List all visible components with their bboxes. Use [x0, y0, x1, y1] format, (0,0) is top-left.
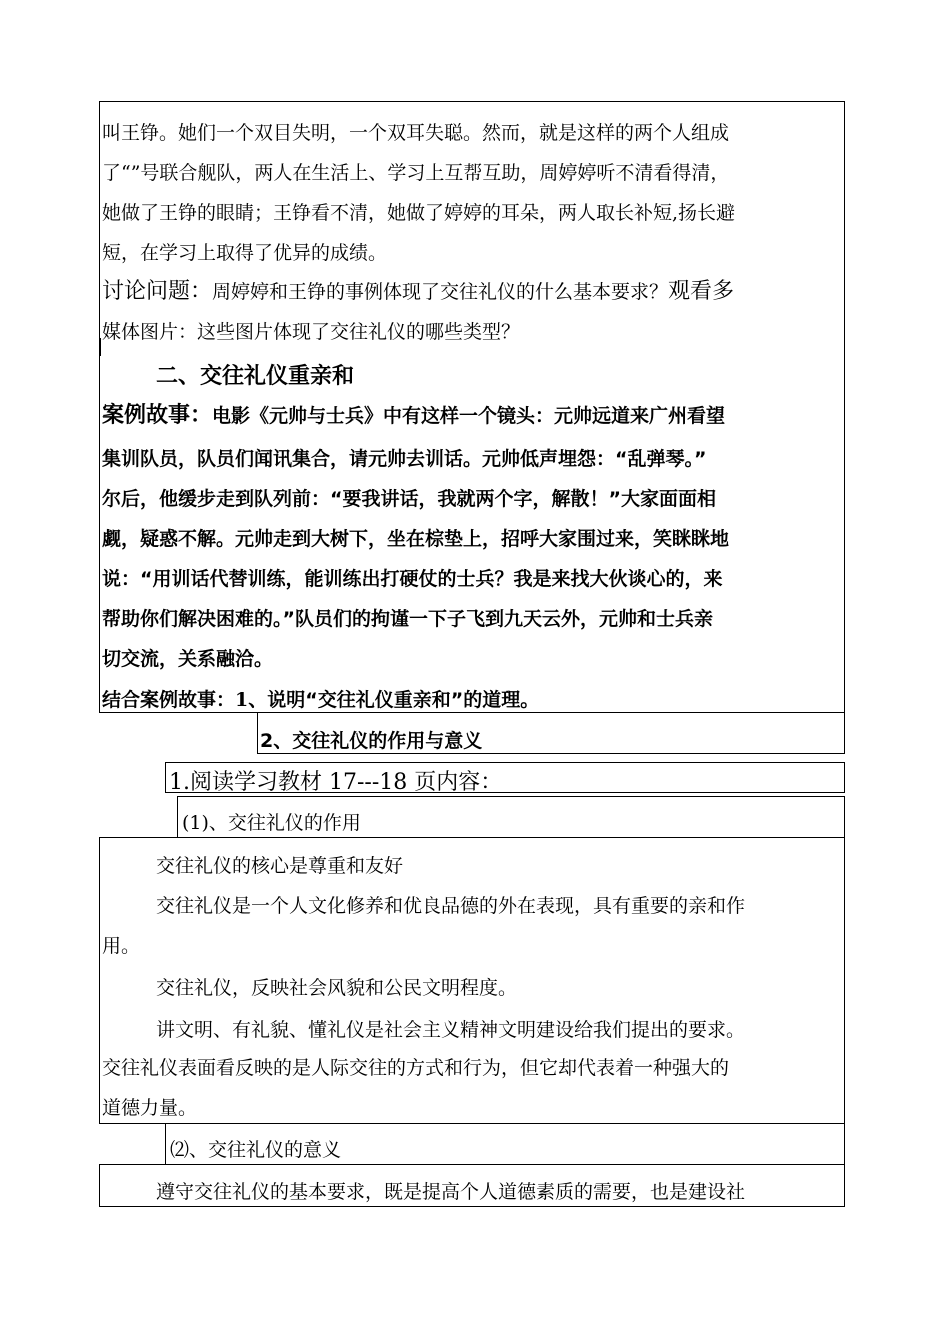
story-line-7: 切交流，关系融洽。 [102, 648, 274, 670]
text-line-4: 短，在学习上取得了优异的成绩。 [102, 242, 388, 264]
story-line-1 [102, 398, 725, 429]
left-marker-line [99, 338, 101, 356]
content-line-5: 讲文明、有礼貌、懂礼仪是社会主义精神文明建设给我们提出的要求。 [156, 1019, 746, 1041]
discussion-line [102, 274, 734, 305]
content-line-7: 道德力量。 [102, 1097, 198, 1119]
story-line-3: 尔后，他缓步走到队列前：“要我讲话，我就两个字，解散！”大家面面相 [102, 488, 716, 510]
text-line-2: 了“”号联合舰队，两人在生活上、学习上互帮互助，周婷婷听不清看得清， [102, 162, 730, 184]
read-title: 1.阅读学习教材 17---18 页内容： [169, 770, 503, 795]
discussion-label: 讨论问题： [102, 279, 213, 304]
story-line-4: 觑，疑惑不解。元帅走到大树下，坐在棕垫上，招呼大家围过来，笑眯眯地 [102, 528, 730, 550]
final-line: 遵守交往礼仪的基本要求，既是提高个人道德素质的需要，也是建设社 [156, 1181, 746, 1203]
story-label: 案例故事： [102, 403, 213, 428]
effect-title: (1)、交往礼仪的作用 [182, 812, 361, 834]
content-line-4: 交往礼仪，反映社会风貌和公民文明程度。 [156, 977, 518, 999]
discussion-line-2 [102, 317, 520, 344]
story-line-5: 说：“用训话代替训练，能训练出打硬仗的士兵？我是来找大伙谈心的，来 [102, 568, 723, 590]
combine-line [102, 685, 539, 712]
content-line-1: 交往礼仪的核心是尊重和友好 [156, 855, 404, 877]
content-line-3: 用。 [102, 935, 141, 957]
content-line-2: 交往礼仪是一个人文化修养和优良品德的外在表现，具有重要的亲和作 [156, 895, 746, 917]
content-line-6: 交往礼仪表面看反映的是人际交往的方式和行为，但它却代表着一种强大的 [102, 1057, 730, 1079]
row-2-title: 2、交往礼仪的作用与意义 [260, 730, 483, 752]
story-line-6: 帮助你们解决困难的。”队员们的拘谨一下子飞到九天云外，元帅和士兵亲 [102, 608, 713, 630]
combine-text: 、说明“交往礼仪重亲和”的道理。 [248, 689, 540, 711]
meaning-title: ⑵、交往礼仪的意义 [170, 1139, 342, 1161]
text-line-1: 叫王铮。她们一个双目失明，一个双耳失聪。然而，就是这样的两个人组成 [102, 122, 730, 144]
media-question: 这些图片体现了交往礼仪的哪些类型？ [197, 321, 521, 343]
text-line-3: 她做了王铮的眼睛；王铮看不清，她做了婷婷的耳朵，两人取长补短,扬长避 [102, 202, 736, 224]
discussion-question: 周婷婷和王铮的事例体现了交往礼仪的什么基本要求？ [212, 281, 669, 303]
combine-label: 结合案例故事 [102, 689, 217, 711]
discussion-label-2: 观看多 [668, 279, 735, 304]
story-text-1: 电影《元帅与士兵》中有这样一个镜头：元帅远道来广州看望 [212, 405, 726, 427]
story-line-2: 集训队员，队员们闻讯集合，请元帅去训话。元帅低声埋怨：“乱弹琴。” [102, 448, 707, 470]
combine-num: ：1 [216, 689, 249, 711]
media-label: 媒体图片： [102, 321, 198, 343]
section-heading: 二、交往礼仪重亲和 [156, 364, 355, 389]
